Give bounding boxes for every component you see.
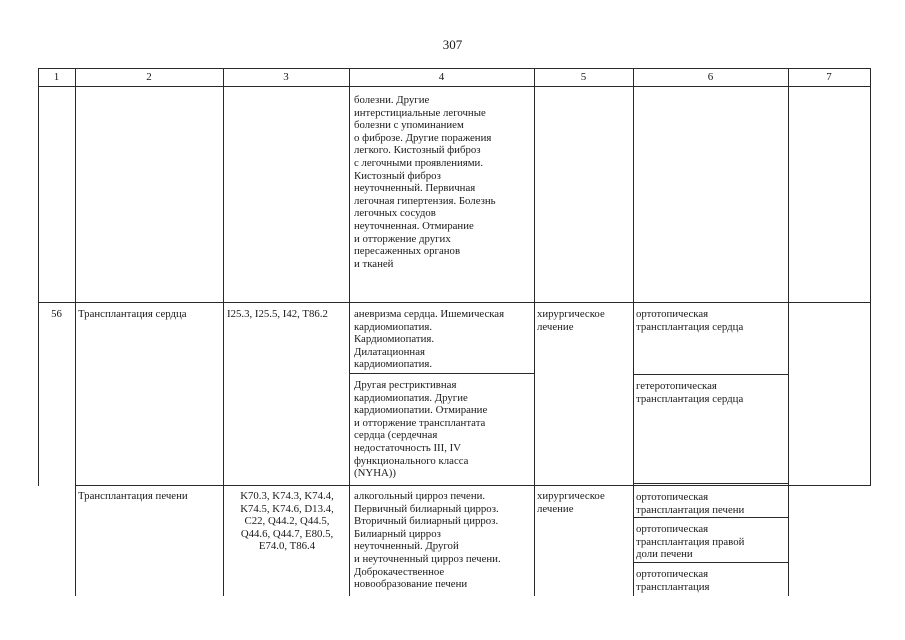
col-border-2 [223, 68, 224, 596]
column-header-6: 6 [707, 71, 714, 83]
continuation-diagnosis: болезни. Другие интерстициальные легочные болезни с упоминанием о фиброзе. Другие поражения легкого. Кистозный фиброз с легочными проявлениями. Кистозный фиброз неуточненный. Первичная легочная гипертензия. Болезнь легочных сосудов неуточненная. Отмирание и отторжение других пересаженных органов и тканей [354, 94, 496, 270]
table-top-border [38, 68, 871, 69]
col-border-3 [349, 68, 350, 596]
heart-method-bottom-border [634, 483, 788, 484]
col-border-7 [870, 68, 871, 486]
column-header-2: 2 [146, 71, 152, 83]
heart-icd-codes: I25.3, I25.5, I42, T86.2 [227, 308, 328, 320]
heart-diag-divider [350, 373, 534, 374]
column-header-1: 1 [53, 71, 60, 83]
heart-diagnosis-1: аневризма сердца. Ишемическая кардиомиопатия. Кардиомиопатия. Дилатационная кардиомиопатия. [354, 308, 505, 371]
row-56-top-border [38, 302, 871, 303]
col-border-0 [38, 68, 39, 302]
liver-method-2: ортотопическая трансплантация правой доли печени [636, 523, 745, 561]
col-border-4 [534, 68, 535, 596]
column-header-7: 7 [826, 71, 832, 83]
col-border-5 [633, 68, 634, 596]
column-header-5: 5 [580, 71, 587, 83]
liver-method-1: ортотопическая трансплантация печени [636, 491, 745, 516]
liver-diagnosis: алкогольный цирроз печени. Первичный билиарный цирроз. Вторичный билиарный цирроз. Билиарный цирроз неуточненный. Другой и неуточненный цирроз печени. Доброкачественное новообразование печени [354, 490, 501, 591]
liver-method-divider-2 [634, 562, 788, 563]
liver-procedure-name: Трансплантация печени [78, 490, 188, 502]
heart-diagnosis-2: Другая рестриктивная кардиомиопатия. Другие кардиомиопатии. Отмирание и отторжение трансплантата сердца (сердечная недостаточность III, IV функционального класса (NYHA)) [354, 379, 488, 480]
liver-treatment: хирургическое лечение [537, 490, 605, 515]
liver-row-top-border [76, 485, 871, 486]
heart-method-2: гетеротопическая трансплантация сердца [636, 380, 744, 405]
column-header-3: 3 [283, 71, 289, 83]
col-border-1 [75, 68, 76, 596]
header-bottom-border [38, 86, 871, 87]
col-border-6 [788, 68, 789, 596]
column-header-4: 4 [438, 71, 445, 83]
liver-method-3: ортотопическая трансплантация [636, 568, 710, 593]
row-56-number: 56 [51, 308, 62, 320]
medical-procedures-table [38, 68, 871, 596]
heart-procedure-name: Трансплантация сердца [78, 308, 187, 320]
heart-method-divider [634, 374, 788, 375]
liver-icd-codes: K70.3, K74.3, K74.4, K74.5, K74.6, D13.4, C22, Q44.2, Q44.5, Q44.6, Q44.7, E80.5, E74.0, T86.4 [240, 490, 334, 553]
page-number: 307 [442, 37, 463, 52]
col-border-0-lower [38, 302, 39, 486]
liver-method-divider-1 [634, 517, 788, 518]
heart-method-1: ортотопическая трансплантация сердца [636, 308, 744, 333]
heart-treatment: хирургическое лечение [537, 308, 605, 333]
